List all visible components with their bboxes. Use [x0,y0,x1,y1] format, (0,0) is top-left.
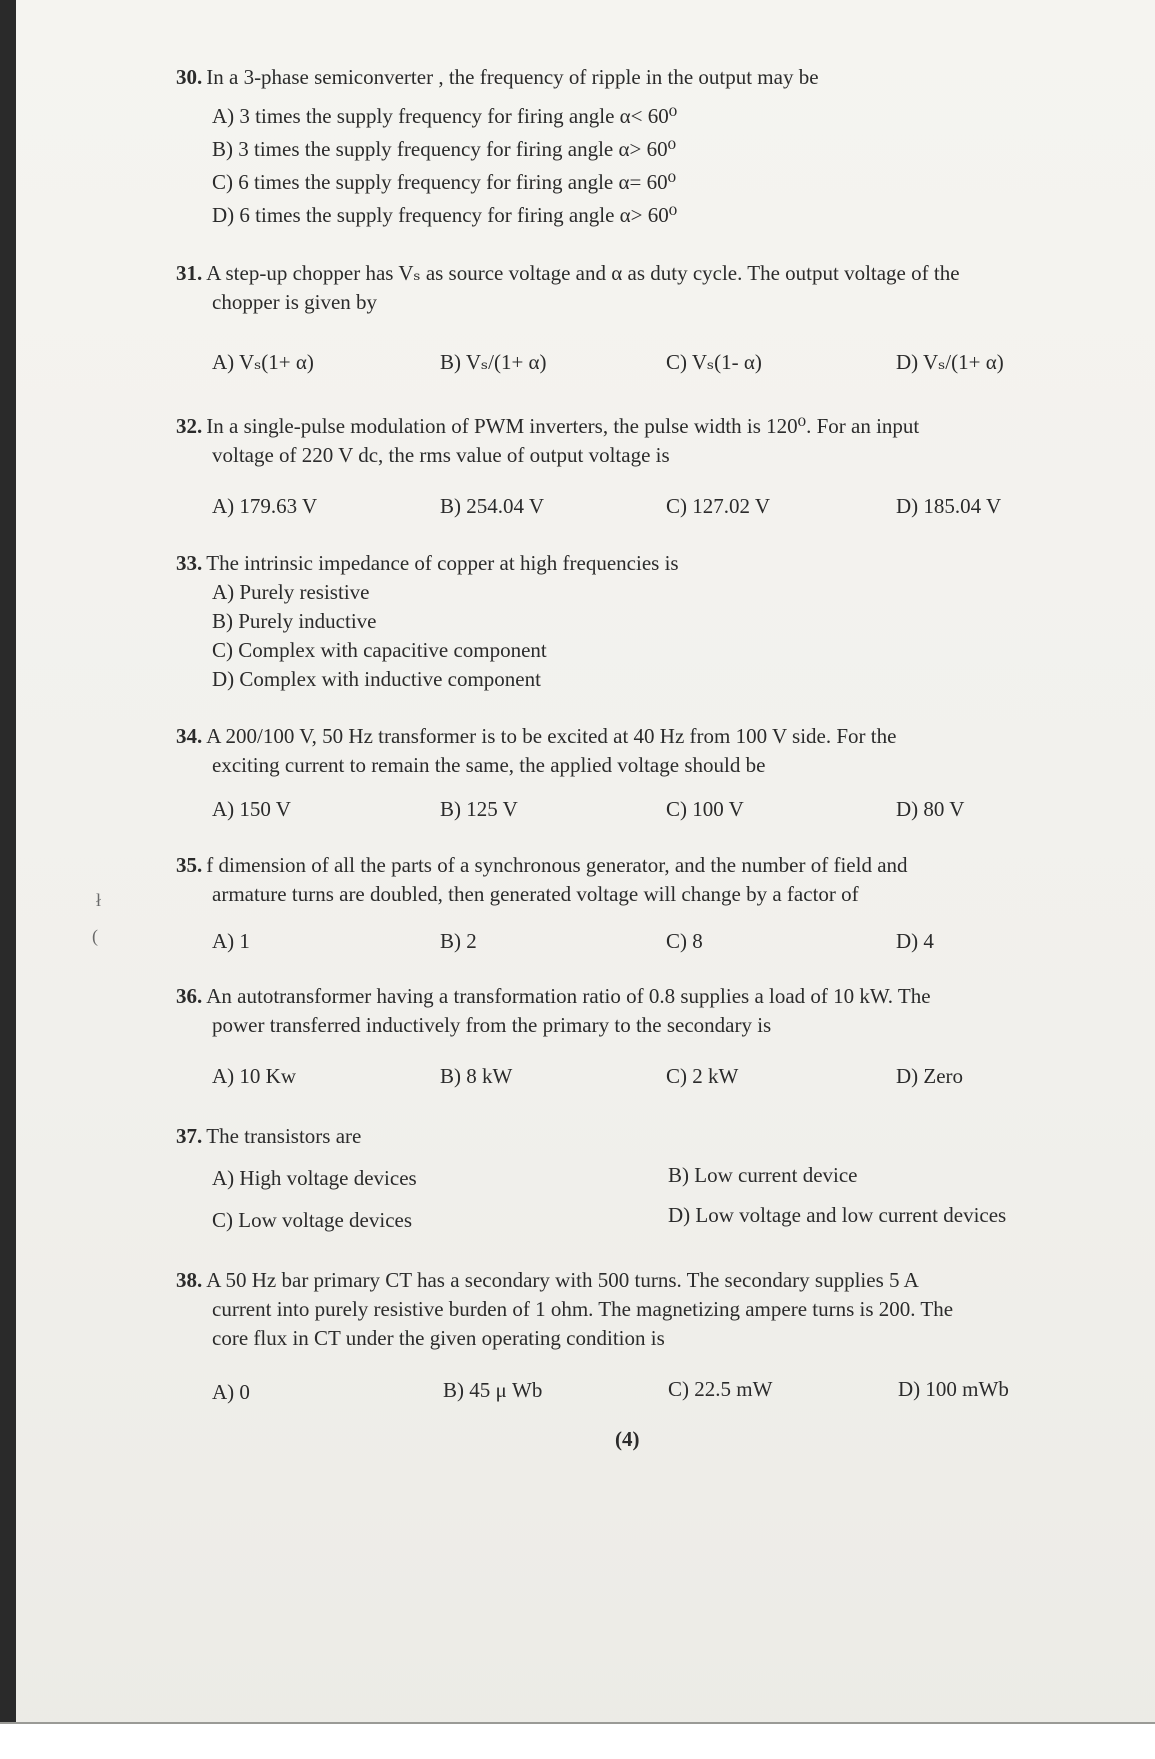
question-number: 31. [176,261,203,285]
option-a: A) 3 times the supply frequency for firing angle α< 60⁰ [212,104,678,128]
option-d: D) 185.04 V [896,494,1002,518]
option-d: D) 80 V [896,797,965,821]
option-c: C) Vₛ(1- α) [666,350,762,374]
question-text: In a single-pulse modulation of PWM inverters, the pulse width is 120⁰. For an input [206,414,920,438]
question-number: 34. [176,724,203,748]
question-35 [176,851,1121,909]
option-b: B) 2 [440,929,477,953]
option-a: A) 10 Kw [212,1064,296,1088]
question-text-continued: chopper is given by [212,290,378,314]
question-31 [176,259,1121,317]
question-34 [176,722,1121,780]
option-b: B) 3 times the supply frequency for firing angle α> 60⁰ [212,137,676,161]
option-c: C) 22.5 mW [668,1377,773,1401]
question-37 [176,1122,1121,1151]
option-d: D) 100 mWb [898,1377,1009,1401]
question-text-continued: exciting current to remain the same, the applied voltage should be [212,753,766,777]
option-d: D) 4 [896,929,934,953]
question-text-continued: voltage of 220 V dc, the rms value of output voltage is [212,443,670,467]
option-a: A) 1 [212,929,250,953]
question-number: 30. [176,65,203,89]
options-30 [212,100,677,232]
option-a: A) 150 V [212,797,291,821]
question-number: 38. [176,1268,203,1292]
option-c: C) Low voltage devices [212,1208,413,1232]
option-c: C) Complex with capacitive component [212,638,547,662]
option-d: D) Low voltage and low current devices [668,1203,1007,1227]
option-a: A) 0 [212,1380,250,1404]
scan-bottom-edge [0,1722,1155,1759]
option-a: A) Vₛ(1+ α) [212,350,314,374]
question-33 [176,549,1121,578]
question-text: A step-up chopper has Vₛ as source voltage and α as duty cycle. The output voltage of the [206,261,960,285]
option-b: B) 125 V [440,797,518,821]
option-b: B) 45 μ Wb [443,1378,543,1402]
option-d: D) Zero [896,1064,964,1088]
page-number: (4) [615,1427,640,1451]
question-32 [176,412,1121,470]
option-b: B) Low current device [668,1163,858,1187]
option-d: D) 6 times the supply frequency for firing angle α> 60⁰ [212,203,678,227]
question-number: 36. [176,984,203,1008]
question-text: The intrinsic impedance of copper at high frequencies is [206,551,679,575]
question-text: An autotransformer having a transformation ratio of 0.8 supplies a load of 10 kW. The [206,984,931,1008]
option-d: D) Vₛ/(1+ α) [896,350,1004,374]
option-a: A) High voltage devices [212,1166,417,1190]
option-a: A) 179.63 V [212,494,318,518]
question-text: A 50 Hz bar primary CT has a secondary with 500 turns. The secondary supplies 5 A [206,1268,919,1292]
question-38 [176,1266,1121,1353]
question-number: 33. [176,551,203,575]
margin-mark: ( [92,926,98,946]
option-c: C) 100 V [666,797,744,821]
question-text-continued: armature turns are doubled, then generated voltage will change by a factor of [212,882,859,906]
option-a: A) Purely resistive [212,580,370,604]
question-text: In a 3-phase semiconverter , the frequency of ripple in the output may be [206,65,819,89]
question-text: The transistors are [206,1124,362,1148]
option-c: C) 8 [666,929,703,953]
question-text-continued: core flux in CT under the given operating condition is [212,1326,665,1350]
margin-mark: ł [96,890,102,910]
option-b: B) 8 kW [440,1064,513,1088]
question-30 [176,63,1121,92]
question-number: 37. [176,1124,203,1148]
question-text: A 200/100 V, 50 Hz transformer is to be excited at 40 Hz from 100 V side. For the [206,724,897,748]
option-b: B) Purely inductive [212,609,377,633]
question-36 [176,982,1121,1040]
option-c: C) 2 kW [666,1064,739,1088]
option-c: C) 127.02 V [666,494,771,518]
option-b: B) 254.04 V [440,494,545,518]
option-c: C) 6 times the supply frequency for firing angle α= 60⁰ [212,170,676,194]
question-text: f dimension of all the parts of a synchronous generator, and the number of field and [206,853,908,877]
options-33 [212,578,547,694]
question-number: 32. [176,414,203,438]
question-text-continued: power transferred inductively from the primary to the secondary is [212,1013,772,1037]
question-text-continued: current into purely resistive burden of 1 ohm. The magnetizing ampere turns is 200. The [212,1297,954,1321]
option-d: D) Complex with inductive component [212,667,541,691]
option-b: B) Vₛ/(1+ α) [440,350,547,374]
question-number: 35. [176,853,203,877]
scan-left-edge [0,0,16,1757]
